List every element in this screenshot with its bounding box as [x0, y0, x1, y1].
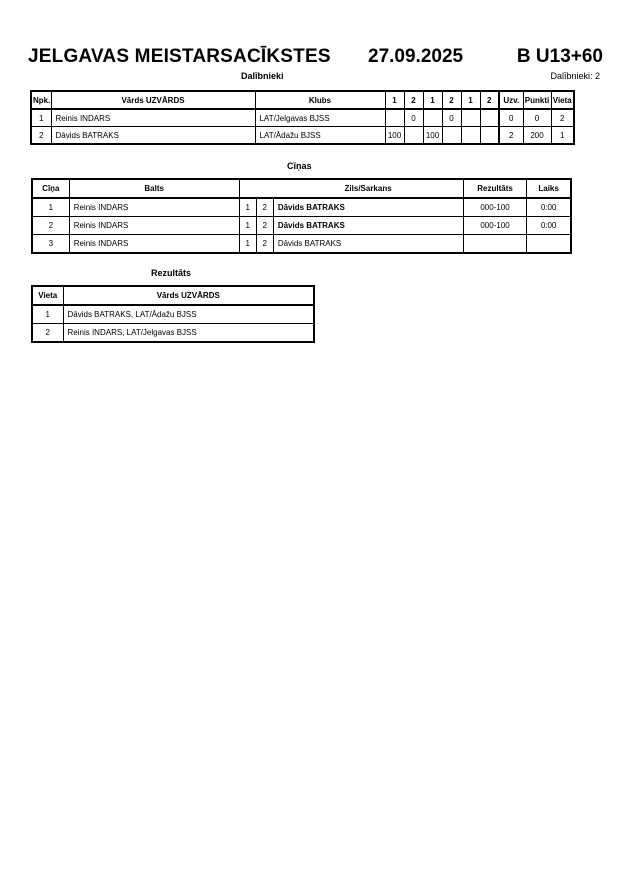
participants-count: Dalībnieki: 2 [550, 71, 600, 81]
col-time: Laiks [527, 179, 571, 198]
participant-npk: 1 [31, 109, 51, 127]
col-result: Rezultāts [463, 179, 526, 198]
bout-result: 000-100 [463, 217, 526, 235]
bout-white-number: 1 [239, 217, 256, 235]
bout-number: 3 [32, 235, 69, 254]
participants-table [30, 90, 575, 145]
col-numbers [239, 179, 273, 198]
bout-number: 1 [32, 198, 69, 217]
page-title: JELGAVAS MEISTARSACĪKSTES [28, 46, 331, 67]
result-entry: Reinis INDARS, LAT/Jelgavas BJSS [63, 324, 314, 343]
participant-wins: 2 [499, 127, 523, 145]
participant-wins: 0 [499, 109, 523, 127]
bout-result: 000-100 [463, 198, 526, 217]
col-club: Klubs [255, 91, 385, 109]
result-place: 1 [32, 305, 63, 324]
bout-time: 0:00 [527, 217, 571, 235]
col-score-5: 1 [461, 91, 480, 109]
col-score-6: 2 [480, 91, 499, 109]
bout-blue-number: 2 [256, 235, 273, 254]
col-wins: Uzv. [499, 91, 523, 109]
participant-score [423, 109, 442, 127]
results-title: Rezultāts [151, 268, 192, 278]
col-white: Balts [69, 179, 239, 198]
col-name: Vārds UZVĀRDS [51, 91, 255, 109]
bout-row [32, 217, 571, 235]
col-place: Vieta [551, 91, 574, 109]
participants-subtitle: Dalībnieki [241, 71, 284, 81]
bout-result [463, 235, 526, 254]
participant-score [461, 127, 480, 145]
participant-place: 1 [551, 127, 574, 145]
participants-header-row [31, 91, 574, 109]
participant-place: 2 [551, 109, 574, 127]
result-entry: Dāvids BATRAKS, LAT/Ādažu BJSS [63, 305, 314, 324]
participant-score: 0 [442, 109, 461, 127]
bout-row [32, 235, 571, 254]
bout-white-athlete: Reinis INDARS [69, 198, 239, 217]
participant-name: Reinis INDARS [51, 109, 255, 127]
bout-white-athlete: Reinis INDARS [69, 217, 239, 235]
participant-score: 0 [404, 109, 423, 127]
bouts-title: Cīņas [287, 161, 312, 171]
col-name: Vārds UZVĀRDS [63, 286, 314, 305]
participant-club: LAT/Ādažu BJSS [255, 127, 385, 145]
bout-white-athlete: Reinis INDARS [69, 235, 239, 254]
participant-score [404, 127, 423, 145]
result-row [32, 324, 314, 343]
bout-time [527, 235, 571, 254]
bout-row [32, 198, 571, 217]
bouts-header-row [32, 179, 571, 198]
col-score-4: 2 [442, 91, 461, 109]
participant-score [480, 127, 499, 145]
results-table [31, 285, 315, 343]
participant-score [461, 109, 480, 127]
col-bout: Cīņa [32, 179, 69, 198]
bout-number: 2 [32, 217, 69, 235]
col-points: Punkti [523, 91, 551, 109]
event-date: 27.09.2025 [368, 46, 464, 67]
participant-row [31, 109, 574, 127]
bout-blue-athlete: Dāvids BATRAKS [273, 198, 463, 217]
col-score-1: 1 [385, 91, 404, 109]
participant-club: LAT/Jelgavas BJSS [255, 109, 385, 127]
bout-blue-athlete: Dāvids BATRAKS [273, 235, 463, 254]
result-place: 2 [32, 324, 63, 343]
participant-score [480, 109, 499, 127]
bout-white-number: 1 [239, 235, 256, 254]
col-place: Vieta [32, 286, 63, 305]
bout-time: 0:00 [527, 198, 571, 217]
participant-score [385, 109, 404, 127]
participant-score [442, 127, 461, 145]
col-npk: Npk. [31, 91, 51, 109]
bout-blue-athlete: Dāvids BATRAKS [273, 217, 463, 235]
col-score-3: 1 [423, 91, 442, 109]
participant-score: 100 [385, 127, 404, 145]
participant-npk: 2 [31, 127, 51, 145]
col-score-2: 2 [404, 91, 423, 109]
participant-points: 200 [523, 127, 551, 145]
participant-points: 0 [523, 109, 551, 127]
participant-score: 100 [423, 127, 442, 145]
bout-blue-number: 2 [256, 217, 273, 235]
col-blue: Zils/Sarkans [273, 179, 463, 198]
bout-white-number: 1 [239, 198, 256, 217]
weight-category: B U13+60 [516, 46, 603, 67]
bouts-table [31, 178, 572, 254]
result-row [32, 305, 314, 324]
participant-name: Dāvids BATRAKS [51, 127, 255, 145]
results-header-row [32, 286, 314, 305]
participant-row [31, 127, 574, 145]
bout-blue-number: 2 [256, 198, 273, 217]
